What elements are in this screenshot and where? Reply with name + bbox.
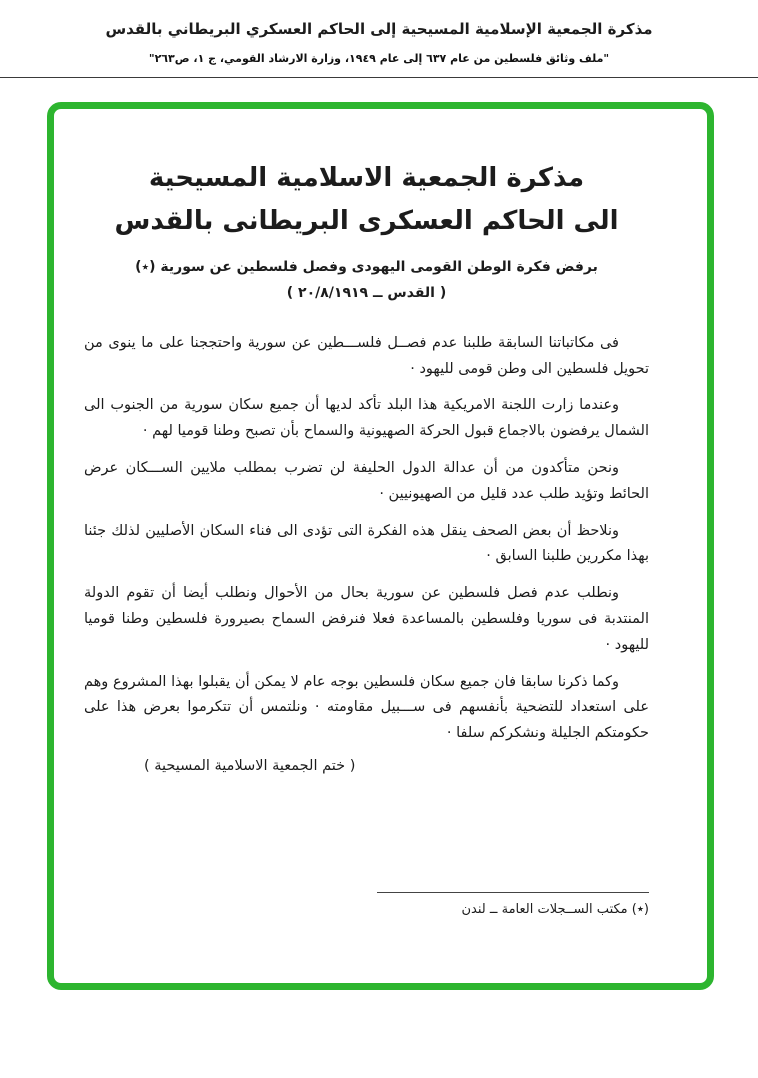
paragraph: ونلاحظ أن بعض الصحف ينقل هذه الفكرة التى تؤدى الى فناء السكان الأصليين لذلك جئنا بهذا مكررين طلبنا السابق · — [84, 522, 649, 565]
footnote — [377, 892, 649, 917]
paragraph: وعندما زارت اللجنة الامريكية هذا البلد تأكد لديها أن جميع سكان سورية من الجنوب الى الشمال يرفضون بالاجماع قبول الحركة الصهيونية والسماح بأن تصبح وطنا قوميا لهم · — [84, 397, 649, 440]
document-seal-line: ( ختم الجمعية الاسلامية المسيحية ) — [144, 757, 356, 774]
document-title-line1: مذكرة الجمعية الاسلامية المسيحية — [148, 163, 585, 193]
document-subject: برفض فكرة الوطن القومى اليهودى وفصل فلسطين عن سورية (٭) — [135, 258, 598, 275]
document-title-line2: الى الحاكم العسكرى البريطانى بالقدس — [114, 205, 619, 236]
header-source-citation: "ملف وثائق فلسطين من عام ٦٣٧ إلى عام ١٩٤٩، وزارة الارشاد القومي، ج ١، ص٢٦٣" — [148, 52, 610, 65]
paragraph: وكما ذكرنا سابقا فان جميع سكان فلسطين بوجه عام لا يمكن أن يقبلوا بهذا المشروع وهم على استعداد للتضحية بأنفسهم فى ســـبيل مقاومته · ونلتمس أن تتكرموا بعرض هذا على حكومتكم الجليلة ونشكركم سلفا · — [84, 673, 649, 742]
page-header — [0, 0, 758, 65]
document-dateline: ( القدس ــ ٢٠/٨/١٩١٩ ) — [286, 284, 447, 301]
header-title: مذكرة الجمعية الإسلامية المسيحية إلى الحاكم العسكري البريطاني بالقدس — [105, 20, 653, 38]
paragraph: فى مكاتباتنا السابقة طلبنا عدم فصــل فلســـطين عن سورية واحتججنا على ما ينوى من تحويل فلسطين الى وطن قومى لليهود · — [84, 334, 649, 377]
footnote-text: (٭) مكتب الســجلات العامة ــ لندن — [461, 901, 649, 917]
document-body — [54, 109, 707, 917]
header-divider — [0, 77, 758, 78]
paragraph: ونحن متأكدون من أن عدالة الدول الحليفة لن تضرب بمطلب ملايين الســـكان عرض الحائط وتؤيد طلب عدد قليل من الصهيونيين · — [84, 459, 649, 502]
document-frame — [47, 102, 714, 990]
paragraph: ونطلب عدم فصل فلسطين عن سورية بحال من الأحوال ونطلب أيضا أن تقوم الدولة المنتدبة فى سوريا وفلسطين بالمساعدة فعلا فنرفض السماح بصيرورة فلسطين وطنا قوميا لليهود · — [84, 585, 649, 653]
document-paragraphs — [84, 331, 649, 747]
